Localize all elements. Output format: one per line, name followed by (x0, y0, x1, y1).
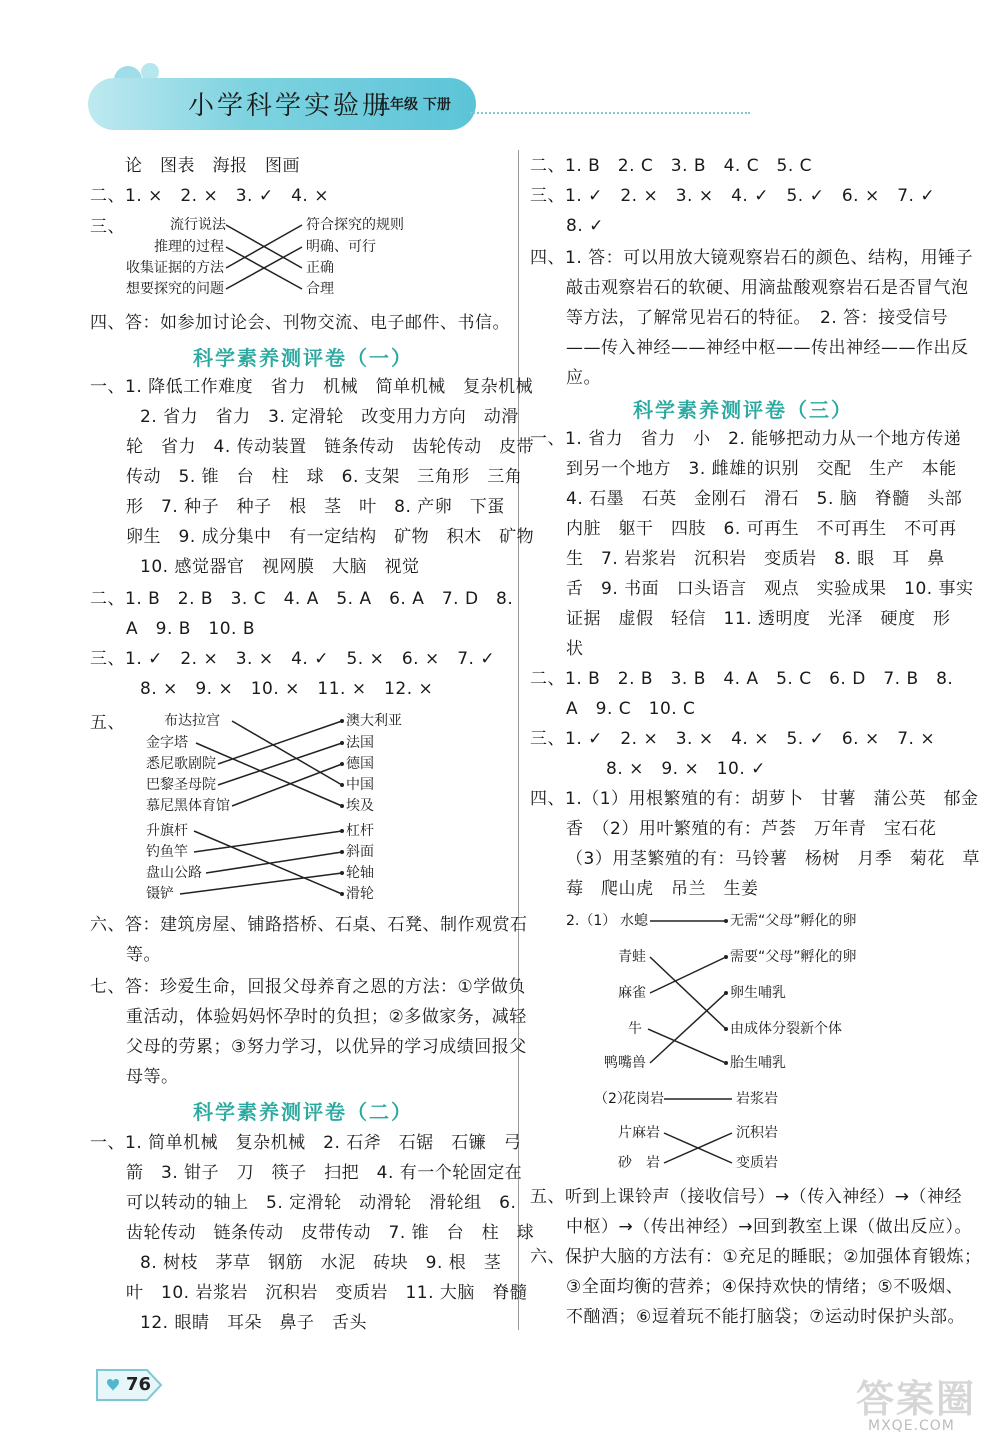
match-right-item: 胎生哺乳 (730, 1055, 786, 1071)
right-line: 中枢）→（传出神经）→回到教室上课（做出反应）。 (566, 1217, 972, 1237)
match-label: 2.（1） (566, 913, 617, 929)
match-left-item: 悉尼歌剧院 (146, 756, 216, 772)
match-left-item: 推理的过程 (154, 239, 224, 255)
left-line: 一、1. 降低工作难度 省力 机械 简单机械 复杂机械 (90, 377, 534, 397)
right-line: 舌 9. 书面 口头语言 观点 实验成果 10. 事实 (566, 579, 974, 599)
left-line: 六、答：建筑房屋、铺路搭桥、石桌、石凳、制作观赏石 (90, 915, 528, 935)
match-left-item: 慕尼黑体育馆 (146, 798, 230, 814)
right-line: 一、1. 省力 省力 小 2. 能够把动力从一个地方传递 (530, 429, 962, 449)
right-line: A 9. C 10. C (566, 699, 696, 719)
right-line: 不酗酒；⑥逗着玩不能打脑袋；⑦运动时保护头部。 (566, 1307, 965, 1327)
match-left-item: 青蛙 (618, 949, 646, 965)
match-left-item: 巴黎圣母院 (146, 777, 216, 793)
left-line: 母等。 (126, 1067, 179, 1087)
left-line: 12. 眼睛 耳朵 鼻子 舌头 (140, 1313, 367, 1333)
match-left-item: 花岗岩 (622, 1091, 664, 1107)
left-line: 轮 省力 4. 传动装置 链条传动 齿轮传动 皮带 (126, 437, 535, 457)
right-line: 生 7. 岩浆岩 沉积岩 变质岩 8. 眼 耳 鼻 (566, 549, 945, 569)
book-title: 小学科学实验册 (188, 91, 392, 121)
watermark-logo: 答案圈 (856, 1377, 977, 1421)
match-left-item: 麻雀 (618, 985, 646, 1001)
left-line: 论 图表 海报 图画 (125, 156, 300, 176)
match-right-item: 符合探究的规则 (306, 217, 404, 233)
section-title: 科学素养测评卷（一） (193, 346, 413, 370)
match-left-item: 盘山公路 (146, 865, 202, 881)
left-line: 齿轮传动 链条传动 皮带传动 7. 锥 台 柱 球 (126, 1223, 535, 1243)
left-line: 二、1. × 2. × 3. ✓ 4. × (90, 186, 329, 206)
section-title: 科学素养测评卷（三） (633, 398, 853, 422)
match-right-item: 合理 (306, 281, 334, 297)
left-line: 箭 3. 钳子 刀 筷子 扫把 4. 有一个轮固定在 (126, 1163, 523, 1183)
left-line: 卵生 9. 成分集中 有一定结构 矿物 积木 矿物 (126, 527, 535, 547)
left-line: 三、1. ✓ 2. × 3. × 4. ✓ 5. × 6. × 7. ✓ (90, 649, 496, 669)
match-left-item: 水螅 (620, 913, 648, 929)
right-line: ——传入神经——神经中枢——传出神经——作出反 (566, 338, 969, 358)
match-right-item: 斜面 (346, 844, 374, 860)
match-left-item: 收集证据的方法 (126, 260, 224, 276)
right-line: 等方法，了解常见岩石的特征。 2. 答：接受信号 (566, 308, 949, 328)
right-line: 三、1. ✓ 2. × 3. × 4. × 5. ✓ 6. × 7. × (530, 729, 936, 749)
match-right-item: 埃及 (346, 798, 374, 814)
left-line: 四、答：如参加讨论会、刊物交流、电子邮件、书信。 (90, 313, 510, 333)
left-line: 8. 树枝 茅草 钢筋 水泥 砖块 9. 根 茎 (140, 1253, 502, 1273)
match-right-item: 无需“父母”孵化的卵 (730, 913, 857, 929)
left-line: 父母的劳累；③努力学习，以优异的学习成绩回报父 (126, 1037, 527, 1057)
left-line: 可以转动的轴上 5. 定滑轮 动滑轮 滑轮组 6. (126, 1193, 517, 1213)
match-left-item: 金字塔 (146, 735, 188, 751)
match-left-item: 砂 岩 (618, 1155, 660, 1171)
book-grade: 五年级 下册 (376, 97, 451, 113)
left-line: A 9. B 10. B (126, 619, 256, 639)
left-line: 重活动，体验妈妈怀孕时的负担；②多做家务，减轻 (126, 1007, 527, 1027)
match-right-item: 滑轮 (346, 886, 374, 902)
match-left-item: 牛 (628, 1021, 642, 1037)
left-line: 10. 感觉器官 视网膜 大脑 视觉 (140, 557, 420, 577)
match-right-item: 由成体分裂新个体 (730, 1021, 842, 1037)
match-right-item: 澳大利亚 (346, 713, 402, 729)
match-label: （2） (594, 1091, 631, 1107)
match-left-item: 想要探究的问题 (126, 281, 224, 297)
right-line: （3）用茎繁殖的有：马铃薯 杨树 月季 菊花 草 (566, 849, 980, 869)
match-label: 三、 (90, 217, 125, 237)
match-left-item: 升旗杆 (146, 823, 188, 839)
right-line: 4. 石墨 石英 金刚石 滑石 5. 脑 脊髓 头部 (566, 489, 963, 509)
left-line: 2. 省力 省力 3. 定滑轮 改变用力方向 动滑 (140, 407, 519, 427)
match-right-item: 杠杆 (346, 823, 374, 839)
left-line: 形 7. 种子 种子 根 茎 叶 8. 产卵 下蛋 (126, 497, 505, 517)
left-line: 传动 5. 锥 台 柱 球 6. 支架 三角形 三角 (126, 467, 523, 487)
match-right-item: 轮轴 (346, 865, 374, 881)
match-label: 五、 (90, 713, 125, 733)
match-left-item: 钓鱼竿 (146, 844, 188, 860)
match-right-item: 卵生哺乳 (730, 985, 786, 1001)
section-title: 科学素养测评卷（二） (193, 1100, 413, 1124)
match-left-item: 布达拉宫 (164, 713, 220, 729)
right-line: 香 （2）用叶繁殖的有：芦荟 万年青 宝石花 (566, 819, 937, 839)
left-line: 七、答：珍爱生命，回报父母养育之恩的方法：①学做负 (90, 977, 526, 997)
right-line: 三、1. ✓ 2. × 3. × 4. ✓ 5. ✓ 6. × 7. ✓ (530, 186, 936, 206)
left-line: 叶 10. 岩浆岩 沉积岩 变质岩 11. 大脑 脊髓 (126, 1283, 528, 1303)
left-line: 一、1. 简单机械 复杂机械 2. 石斧 石锯 石镰 弓 (90, 1133, 522, 1153)
match-right-item: 需要“父母”孵化的卵 (730, 949, 857, 965)
match-right-item: 沉积岩 (736, 1125, 778, 1141)
match-left-item: 镊铲 (146, 886, 174, 902)
match-right-item: 法国 (346, 735, 374, 751)
match-right-item: 正确 (306, 260, 334, 276)
right-line: 8. × 9. × 10. ✓ (606, 759, 766, 779)
right-line: 六、保护大脑的方法有：①充足的睡眠；②加强体育锻炼； (530, 1247, 982, 1267)
right-line: 二、1. B 2. C 3. B 4. C 5. C (530, 156, 813, 176)
right-line: 到另一个地方 3. 雌雄的识别 交配 生产 本能 (566, 459, 957, 479)
left-line: 二、1. B 2. B 3. C 4. A 5. A 6. A 7. D 8. (90, 589, 514, 609)
watermark-url: MXQE.COM (868, 1418, 955, 1434)
left-line: 8. × 9. × 10. × 11. × 12. × (140, 679, 434, 699)
match-right-item: 变质岩 (736, 1155, 778, 1171)
right-line: 莓 爬山虎 吊兰 生姜 (566, 879, 759, 899)
right-line: 二、1. B 2. B 3. B 4. A 5. C 6. D 7. B 8. (530, 669, 954, 689)
right-line: 状 (566, 639, 584, 659)
match-right-item: 岩浆岩 (736, 1091, 778, 1107)
page-number: 76 (126, 1374, 152, 1395)
match-right-item: 中国 (346, 777, 374, 793)
right-line: 五、听到上课铃声（接收信号）→（传入神经）→（神经 (530, 1187, 962, 1207)
match-left-item: 片麻岩 (618, 1125, 660, 1141)
match-left-item: 鸭嘴兽 (604, 1055, 646, 1071)
match-left-item: 流行说法 (170, 217, 226, 233)
match-right-item: 明确、可行 (306, 239, 376, 255)
right-line: 四、1.（1）用根繁殖的有：胡萝卜 甘薯 蒲公英 郁金 (530, 789, 979, 809)
right-line: 应。 (566, 368, 601, 388)
right-line: ③全面均衡的营养；④保持欢快的情绪；⑤不吸烟、 (566, 1277, 964, 1297)
match-right-item: 德国 (346, 756, 374, 772)
right-line: 证据 虚假 轻信 11. 透明度 光泽 硬度 形 (566, 609, 951, 629)
right-line: 内脏 躯干 四肢 6. 可再生 不可再生 不可再 (566, 519, 957, 539)
left-line: 等。 (126, 945, 161, 965)
right-line: 8. ✓ (566, 216, 604, 236)
right-line: 敲击观察岩石的软硬、用滴盐酸观察岩石是否冒气泡 (566, 278, 969, 298)
right-line: 四、1. 答：可以用放大镜观察岩石的颜色、结构，用锤子 (530, 248, 974, 268)
